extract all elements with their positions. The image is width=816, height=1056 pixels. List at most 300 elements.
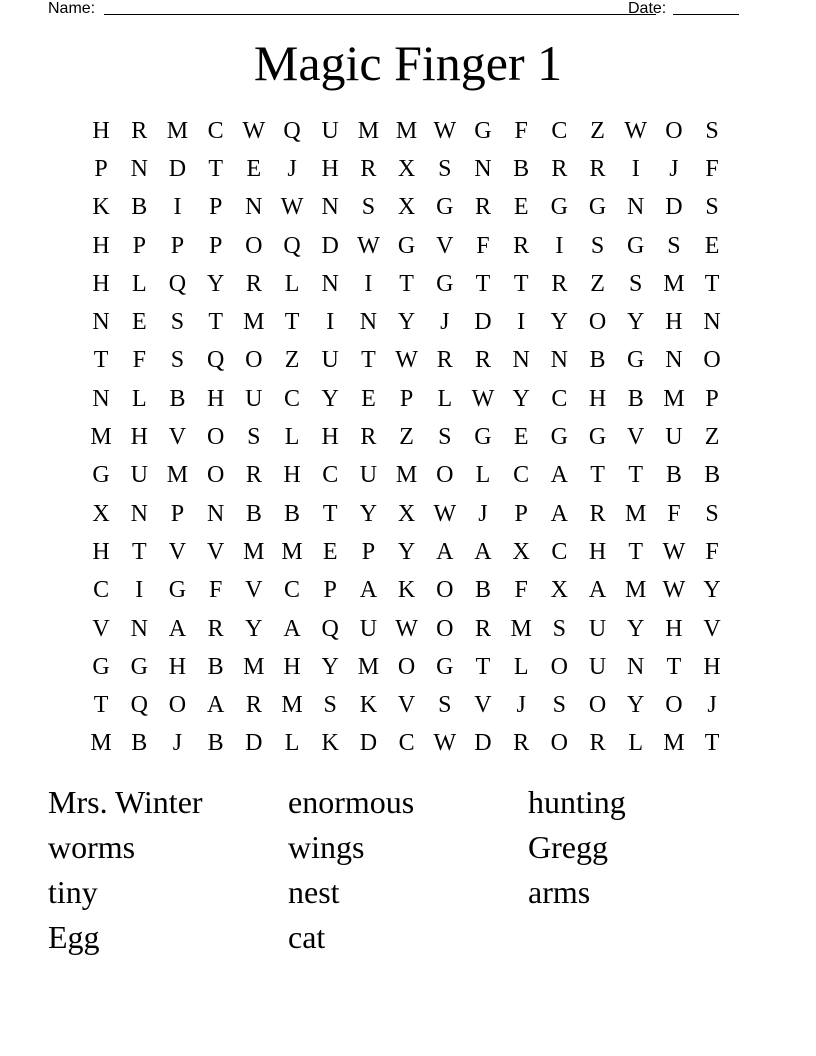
grid-letter: B xyxy=(284,500,301,527)
grid-letter: M xyxy=(90,424,112,451)
grid-letter: N xyxy=(703,309,721,336)
grid-letter: S xyxy=(552,615,567,642)
grid-letter: L xyxy=(284,730,300,757)
grid-letter: A xyxy=(588,577,607,604)
grid-letter: H xyxy=(665,309,683,336)
grid-letter: G xyxy=(550,194,569,221)
grid-letter: X xyxy=(550,577,569,604)
grid-letter: D xyxy=(474,730,492,757)
grid-letter: S xyxy=(247,424,261,451)
grid-letter: R xyxy=(589,500,606,527)
grid-letter: M xyxy=(166,462,189,489)
grid-letter: K xyxy=(359,692,378,719)
grid-letter: O xyxy=(436,615,454,642)
grid-letter: X xyxy=(397,194,416,221)
grid-letter: T xyxy=(93,692,109,719)
grid-letter: T xyxy=(361,347,376,374)
grid-letter: T xyxy=(475,653,491,680)
grid-letter: H xyxy=(92,117,110,144)
grid-letter: W xyxy=(357,232,380,259)
grid-letter: A xyxy=(436,538,454,565)
grid-letter: S xyxy=(438,692,452,719)
grid-letter: G xyxy=(168,577,187,604)
grid-letter: N xyxy=(359,309,378,336)
grid-letter: O xyxy=(206,424,225,451)
grid-letter: T xyxy=(590,462,605,489)
grid-letter: E xyxy=(322,538,338,565)
page-title: Magic Finger 1 xyxy=(253,35,563,91)
grid-letter: P xyxy=(94,155,108,182)
grid-letter: U xyxy=(321,117,339,144)
grid-letter: U xyxy=(359,615,378,642)
grid-letter: G xyxy=(397,232,416,259)
grid-letter: R xyxy=(474,347,491,374)
grid-letter: C xyxy=(284,385,301,412)
grid-letter: S xyxy=(705,117,719,144)
grid-letter: W xyxy=(471,385,495,412)
grid-letter: Y xyxy=(245,615,263,642)
grid-letter: C xyxy=(398,730,415,757)
grid-letter: H xyxy=(703,653,721,680)
grid-letter: K xyxy=(92,194,110,221)
grid-letter: R xyxy=(436,347,453,374)
grid-letter: F xyxy=(667,500,681,527)
grid-letter: L xyxy=(437,385,453,412)
grid-letter: J xyxy=(172,730,183,757)
grid-letter: O xyxy=(665,692,683,719)
grid-letter: A xyxy=(359,577,378,604)
grid-letter: F xyxy=(208,577,223,604)
grid-letter: U xyxy=(588,615,607,642)
grid-letter: B xyxy=(513,155,530,182)
grid-letter: A xyxy=(283,615,301,642)
grid-letter: W xyxy=(624,117,648,144)
word-list-item: Egg xyxy=(48,919,100,955)
grid-letter: W xyxy=(395,615,418,642)
grid-letter: C xyxy=(551,538,568,565)
grid-letter: A xyxy=(474,538,492,565)
grid-letter: S xyxy=(667,232,681,259)
grid-letter: L xyxy=(284,424,300,451)
grid-letter: S xyxy=(705,500,719,527)
grid-letter: O xyxy=(588,309,607,336)
grid-letter: V xyxy=(436,232,454,259)
word-list-item: arms xyxy=(528,874,591,910)
grid-letter: Z xyxy=(284,347,300,374)
grid-letter: B xyxy=(704,462,721,489)
grid-letter: Y xyxy=(206,270,225,297)
grid-letter: I xyxy=(135,577,144,604)
grid-letter: M xyxy=(243,309,265,336)
word-list-item: wings xyxy=(288,829,365,865)
grid-letter: N xyxy=(206,500,225,527)
grid-letter: H xyxy=(92,270,110,297)
grid-letter: G xyxy=(627,232,645,259)
grid-letter: I xyxy=(326,309,335,336)
grid-letter: H xyxy=(92,538,110,565)
grid-letter: A xyxy=(168,615,187,642)
grid-letter: N xyxy=(245,194,263,221)
grid-letter: W xyxy=(280,194,304,221)
grid-letter: R xyxy=(245,462,262,489)
grid-letter: N xyxy=(665,347,683,374)
grid-letter: H xyxy=(588,538,607,565)
grid-letter: O xyxy=(588,692,607,719)
grid-letter: D xyxy=(168,155,187,182)
grid-letter: R xyxy=(360,424,377,451)
word-list xyxy=(48,782,768,962)
grid-letter: V xyxy=(474,692,492,719)
grid-letter: O xyxy=(665,117,683,144)
grid-letter: J xyxy=(707,692,717,719)
grid-letter: A xyxy=(550,462,569,489)
grid-letter: S xyxy=(170,309,185,336)
grid-letter: B xyxy=(207,730,224,757)
grid-letter: T xyxy=(284,309,300,336)
grid-letter: J xyxy=(287,155,297,182)
grid-letter: G xyxy=(588,424,607,451)
grid-letter: X xyxy=(397,500,416,527)
grid-letter: X xyxy=(397,155,416,182)
grid-letter: Y xyxy=(512,385,530,412)
grid-letter: S xyxy=(552,692,567,719)
grid-letter: D xyxy=(321,232,339,259)
grid-letter: Q xyxy=(206,347,225,374)
grid-letter: G xyxy=(130,653,148,680)
grid-letter: J xyxy=(440,309,450,336)
grid-letter: M xyxy=(395,462,418,489)
grid-letter: A xyxy=(550,500,569,527)
grid-letter: R xyxy=(131,117,148,144)
grid-letter: Q xyxy=(283,232,301,259)
grid-letter: K xyxy=(397,577,416,604)
grid-letter: O xyxy=(245,347,263,374)
grid-letter: G xyxy=(436,194,454,221)
grid-letter: B xyxy=(169,385,186,412)
grid-letter: N xyxy=(92,385,110,412)
grid-letter: E xyxy=(246,155,262,182)
grid-letter: F xyxy=(705,155,719,182)
grid-letter: U xyxy=(245,385,263,412)
grid-letter: W xyxy=(662,538,686,565)
grid-letter: R xyxy=(589,730,606,757)
grid-letter: B xyxy=(131,730,148,757)
grid-letter: F xyxy=(705,538,719,565)
grid-letter: Y xyxy=(321,385,339,412)
grid-letter: C xyxy=(93,577,110,604)
grid-letter: M xyxy=(663,385,685,412)
grid-letter: R xyxy=(474,615,491,642)
grid-letter: J xyxy=(478,500,488,527)
grid-letter: D xyxy=(245,730,263,757)
grid-letter: P xyxy=(705,385,719,412)
grid-letter: M xyxy=(357,117,380,144)
grid-letter: H xyxy=(321,155,339,182)
grid-letter: S xyxy=(361,194,376,221)
grid-letter: M xyxy=(663,730,685,757)
grid-letter: C xyxy=(551,117,568,144)
grid-letter: H xyxy=(321,424,339,451)
grid-letter: N xyxy=(474,155,492,182)
grid-letter: E xyxy=(131,309,147,336)
grid-letter: R xyxy=(207,615,224,642)
grid-letter: O xyxy=(436,462,454,489)
grid-letter: D xyxy=(665,194,683,221)
grid-letter: B xyxy=(131,194,148,221)
grid-letter: D xyxy=(474,309,492,336)
grid-letter: M xyxy=(281,692,303,719)
grid-letter: Y xyxy=(703,577,721,604)
grid-letter: G xyxy=(550,424,569,451)
grid-letter: V xyxy=(168,538,187,565)
grid-letter: S xyxy=(629,270,643,297)
date-blank-line xyxy=(673,14,739,15)
grid-letter: L xyxy=(284,270,300,297)
grid-letter: T xyxy=(208,309,223,336)
grid-letter: G xyxy=(92,462,110,489)
grid-letter: A xyxy=(206,692,225,719)
grid-letter: O xyxy=(550,653,569,680)
word-list-item: Gregg xyxy=(528,829,608,865)
grid-letter: N xyxy=(130,155,148,182)
grid-letter: X xyxy=(92,500,110,527)
grid-letter: Y xyxy=(627,309,645,336)
grid-letter: W xyxy=(433,730,457,757)
grid-letter: Z xyxy=(590,117,605,144)
grid-letter: W xyxy=(242,117,266,144)
grid-letter: V xyxy=(627,424,645,451)
grid-letter: P xyxy=(514,500,528,527)
word-list-item: hunting xyxy=(528,784,626,820)
grid-letter: P xyxy=(208,194,223,221)
grid-letter: P xyxy=(170,232,185,259)
grid-letter: Q xyxy=(283,117,301,144)
grid-letter: F xyxy=(132,347,146,374)
grid-letter: H xyxy=(168,653,187,680)
grid-letter: N xyxy=(321,270,339,297)
grid-letter: R xyxy=(513,730,530,757)
grid-letter: T xyxy=(322,500,338,527)
grid-letter: S xyxy=(438,155,452,182)
grid-letter: S xyxy=(170,347,185,374)
grid-letter: M xyxy=(166,117,189,144)
grid-letter: O xyxy=(397,653,416,680)
grid-letter: T xyxy=(628,538,644,565)
grid-letter: E xyxy=(513,424,529,451)
grid-letter: T xyxy=(131,538,147,565)
grid-letter: R xyxy=(245,692,262,719)
word-search-grid xyxy=(82,112,731,763)
grid-letter: O xyxy=(703,347,721,374)
grid-letter: H xyxy=(92,232,110,259)
grid-letter: B xyxy=(207,653,224,680)
grid-letter: D xyxy=(359,730,378,757)
grid-letter: Z xyxy=(704,424,720,451)
grid-letter: M xyxy=(625,577,647,604)
grid-letter: I xyxy=(631,155,640,182)
grid-letter: M xyxy=(243,538,265,565)
grid-letter: Y xyxy=(359,500,378,527)
grid-letter: J xyxy=(669,155,679,182)
grid-letter: H xyxy=(206,385,225,412)
grid-letter: R xyxy=(360,155,377,182)
grid-letter: P xyxy=(170,500,185,527)
grid-letter: I xyxy=(364,270,373,297)
grid-letter: H xyxy=(665,615,683,642)
grid-letter: G xyxy=(436,270,454,297)
grid-letter: T xyxy=(513,270,529,297)
grid-letter: C xyxy=(513,462,530,489)
grid-letter: O xyxy=(436,577,454,604)
grid-letter: L xyxy=(131,385,147,412)
grid-letter: T xyxy=(628,462,644,489)
grid-letter: L xyxy=(628,730,644,757)
grid-letter: R xyxy=(474,194,491,221)
grid-letter: M xyxy=(357,653,380,680)
grid-letter: S xyxy=(323,692,337,719)
grid-letter: O xyxy=(245,232,263,259)
word-list-item: worms xyxy=(48,829,136,865)
grid-letter: E xyxy=(704,232,720,259)
grid-letter: G xyxy=(474,424,492,451)
grid-letter: H xyxy=(283,462,301,489)
word-list-item: nest xyxy=(288,874,340,910)
grid-letter: B xyxy=(245,500,262,527)
grid-letter: P xyxy=(361,538,376,565)
grid-letter: N xyxy=(321,194,339,221)
grid-letter: T xyxy=(704,730,720,757)
grid-letter: H xyxy=(130,424,148,451)
grid-letter: I xyxy=(173,194,182,221)
grid-letter: K xyxy=(321,730,339,757)
header-row xyxy=(48,0,748,20)
grid-letter: Q xyxy=(130,692,148,719)
grid-letter: W xyxy=(433,117,457,144)
grid-letter: Y xyxy=(397,538,416,565)
grid-letter: G xyxy=(627,347,645,374)
grid-letter: R xyxy=(245,270,262,297)
grid-letter: S xyxy=(705,194,719,221)
grid-letter: T xyxy=(704,270,720,297)
name-blank-line xyxy=(104,14,656,15)
grid-letter: I xyxy=(555,232,564,259)
grid-letter: N xyxy=(627,194,645,221)
grid-letter: C xyxy=(322,462,339,489)
word-list-item: tiny xyxy=(48,874,98,910)
grid-letter: T xyxy=(208,155,223,182)
grid-letter: V xyxy=(206,538,225,565)
grid-letter: T xyxy=(475,270,491,297)
grid-letter: Y xyxy=(397,309,416,336)
grid-letter: P xyxy=(399,385,414,412)
grid-letter: U xyxy=(588,653,607,680)
grid-letter: U xyxy=(321,347,339,374)
grid-letter: N xyxy=(130,615,148,642)
grid-letter: Y xyxy=(627,692,645,719)
grid-letter: G xyxy=(436,653,454,680)
grid-letter: R xyxy=(589,155,606,182)
grid-letter: P xyxy=(132,232,146,259)
grid-letter: G xyxy=(92,653,110,680)
grid-letter: S xyxy=(438,424,452,451)
grid-letter: R xyxy=(513,232,530,259)
grid-letter: Y xyxy=(627,615,645,642)
grid-letter: V xyxy=(397,692,416,719)
grid-letter: V xyxy=(703,615,721,642)
grid-letter: E xyxy=(361,385,376,412)
grid-letter: M xyxy=(243,653,265,680)
grid-letter: I xyxy=(517,309,526,336)
grid-letter: N xyxy=(550,347,569,374)
grid-letter: U xyxy=(359,462,378,489)
grid-letter: N xyxy=(92,309,110,336)
grid-letter: C xyxy=(284,577,301,604)
grid-letter: O xyxy=(550,730,569,757)
grid-letter: V xyxy=(245,577,263,604)
grid-letter: Q xyxy=(321,615,339,642)
grid-letter: W xyxy=(433,500,457,527)
grid-letter: F xyxy=(476,232,490,259)
grid-letter: W xyxy=(395,347,418,374)
grid-letter: U xyxy=(665,424,683,451)
grid-letter: S xyxy=(590,232,605,259)
grid-letter: H xyxy=(283,653,301,680)
grid-letter: Q xyxy=(168,270,187,297)
grid-letter: N xyxy=(130,500,148,527)
grid-letter: O xyxy=(206,462,225,489)
grid-letter: B xyxy=(474,577,491,604)
grid-letter: L xyxy=(513,653,529,680)
grid-letter: P xyxy=(208,232,223,259)
grid-letter: N xyxy=(627,653,645,680)
grid-letter: M xyxy=(663,270,685,297)
grid-letter: J xyxy=(516,692,526,719)
grid-letter: L xyxy=(131,270,147,297)
grid-letter: Z xyxy=(399,424,414,451)
grid-letter: E xyxy=(513,194,529,221)
grid-letter: R xyxy=(551,270,568,297)
date-label: Date: xyxy=(628,0,667,17)
grid-letter: X xyxy=(512,538,530,565)
grid-letter: B xyxy=(589,347,606,374)
grid-letter: Y xyxy=(321,653,339,680)
grid-letter: M xyxy=(281,538,303,565)
grid-letter: C xyxy=(551,385,568,412)
word-list-item: cat xyxy=(288,919,326,955)
grid-letter: L xyxy=(475,462,491,489)
grid-letter: M xyxy=(625,500,647,527)
grid-letter: H xyxy=(588,385,607,412)
grid-letter: W xyxy=(662,577,686,604)
grid-letter: O xyxy=(168,692,187,719)
grid-letter: P xyxy=(323,577,337,604)
grid-letter: C xyxy=(207,117,224,144)
grid-letter: N xyxy=(512,347,530,374)
grid-letter: M xyxy=(395,117,418,144)
grid-letter: G xyxy=(588,194,607,221)
word-list-item: Mrs. Winter xyxy=(48,784,203,820)
grid-letter: M xyxy=(510,615,532,642)
grid-letter: V xyxy=(168,424,187,451)
grid-letter: B xyxy=(627,385,644,412)
grid-letter: B xyxy=(665,462,682,489)
grid-letter: R xyxy=(551,155,568,182)
grid-letter: V xyxy=(92,615,110,642)
grid-letter: G xyxy=(474,117,492,144)
grid-letter: M xyxy=(90,730,112,757)
grid-letter: F xyxy=(514,577,528,604)
grid-letter: T xyxy=(93,347,109,374)
